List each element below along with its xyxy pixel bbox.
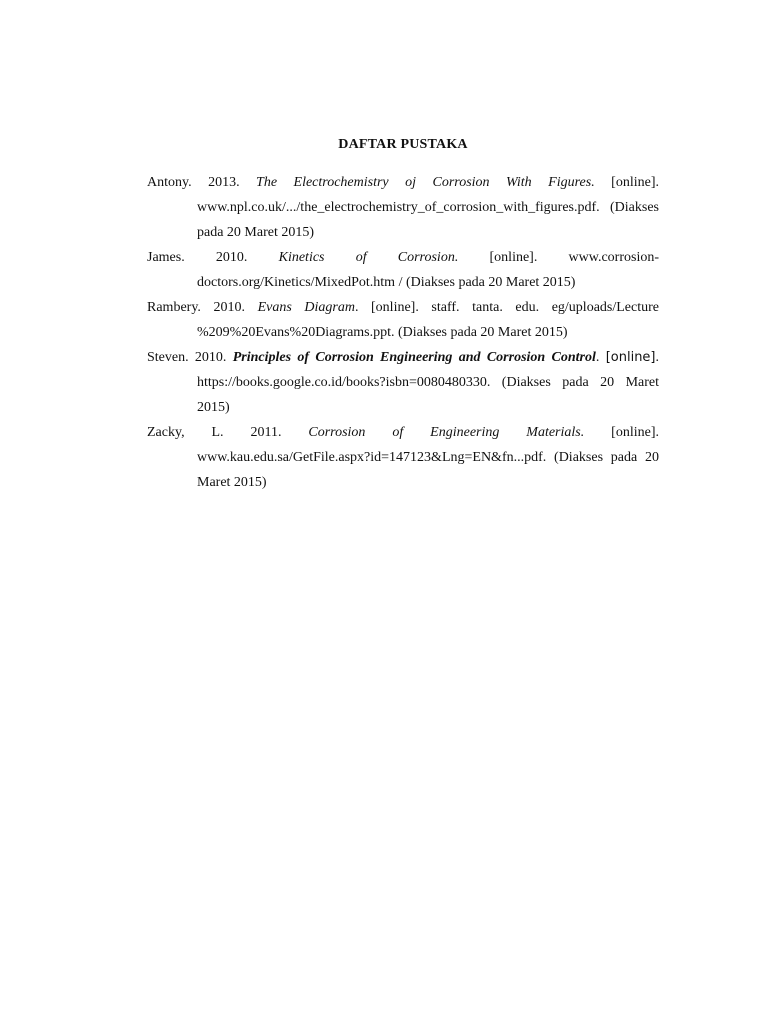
reference-entry <box>147 420 659 495</box>
reference-source: [online]. www.kau.edu.sa/GetFile.aspx?id=147123&Lng=EN&fn...pdf. (Diakses pada 20 Maret 2015) <box>197 425 659 490</box>
reference-work-title: The Electrochemistry oj Corrosion With Figures. <box>256 175 595 190</box>
reference-source: . https://books.google.co.id/books?isbn=0080480330. (Diakses pada 20 Maret 2015) <box>197 350 660 415</box>
reference-author-year: James. 2010. <box>147 250 279 265</box>
reference-author-year: Steven. 2010. <box>147 350 233 365</box>
reference-entry <box>147 170 659 245</box>
reference-author-year: Zacky, L. 2011. <box>147 425 309 440</box>
reference-work-title: Principles of Corrosion Engineering and Corrosion Control <box>232 350 596 365</box>
page-title: DAFTAR PUSTAKA <box>338 137 468 152</box>
reference-entry <box>147 295 659 345</box>
reference-source: . [online]. staff. tanta. edu. eg/uploads/Lecture %209%20Evans%20Diagrams.ppt. (Diakses pada 20 Maret 2015) <box>197 300 659 340</box>
reference-list <box>147 170 659 495</box>
reference-work-title: Corrosion of Engineering Materials. <box>308 425 585 440</box>
reference-entry <box>147 245 659 295</box>
reference-entry <box>147 345 659 420</box>
reference-separator: . <box>595 350 606 365</box>
reference-source: [online]. www.npl.co.uk/.../the_electrochemistry_of_corrosion_with_figures.pdf. (Diakses pada 20 Maret 2015) <box>197 175 659 240</box>
reference-work-title: Evans Diagram <box>257 300 355 315</box>
reference-online-tag: [online] <box>605 350 656 365</box>
reference-author-year: Rambery. 2010. <box>147 300 258 315</box>
reference-author-year: Antony. 2013. <box>147 175 257 190</box>
reference-source: [online]. www.corrosion-doctors.org/Kinetics/MixedPot.htm / (Diakses pada 20 Maret 2015) <box>197 250 659 290</box>
reference-work-title: Kinetics of Corrosion. <box>278 250 459 265</box>
